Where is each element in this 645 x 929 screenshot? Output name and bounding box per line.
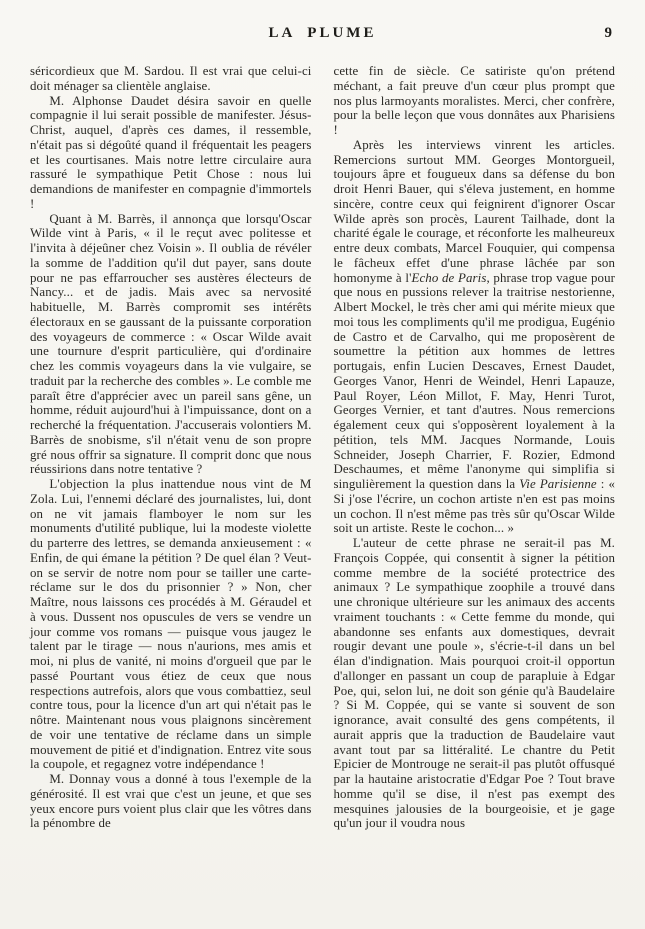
text-run: Echo de Paris	[411, 270, 487, 285]
paragraph	[334, 64, 616, 138]
paragraph	[30, 64, 312, 94]
paragraph	[334, 536, 616, 831]
text-columns	[30, 64, 615, 831]
text-run: séricordieux que M. Sardou. Il est vrai que celui-ci doit ménager sa clientèle anglaise.	[30, 64, 312, 93]
left-column	[30, 64, 312, 831]
paragraph	[30, 94, 312, 212]
page-number: 9	[604, 25, 612, 41]
right-column	[334, 64, 616, 831]
paragraph	[30, 212, 312, 478]
text-run: Quant à M. Barrès, il annonça que lorsqu'Oscar Wilde vint à Paris, « il le reçut avec politesse et l'invita à déjeûner chez Voisin ». Il oublia de révéler la somme de l'addition qu'il dut payer, sans doute pour ne pas effarroucher ses austères électeurs de Nancy... et de jadis. Mais avec sa nervosité habituelle, M. Barrès compromit ses intérêts électoraux en se gaussant de la puissante corporation des voyageurs de commerce : « Oscar Wilde avait une tournure d'esprit particulière, qui d'ordinaire chez les commis voyageurs dans la vie vulgaire, se traduit par la recherche des combles ». Le comble me paraît être d'apprécier avec un pareil sans gêne, un homme, réduit aujourd'hui à l'impuissance, dont on a recherché la fréquentation. J'accuserais volontiers M. Barrès de snobisme, s'il n'était venu de son propre gré nous offrir sa signature. Il comprit donc que nous réussirions dans notre tentative ?	[30, 211, 312, 477]
text-run: : « Si j'ose l'écrire, un cochon artiste n'en est pas moins un cochon. Il n'est même pas très sûr qu'Oscar Wilde soit un artiste. Reste le cochon... »	[333, 477, 616, 536]
text-run: M. Donnay vous a donné à tous l'exemple de la générosité. Il est vrai que c'est un jeune, et que ses yeux encore purs voient plus clair que les vôtres dans la pénombre de	[30, 772, 312, 831]
paragraph	[334, 138, 616, 536]
page-header	[30, 25, 615, 45]
journal-title: LA PLUME	[268, 25, 377, 41]
paragraph	[30, 772, 312, 831]
paragraph	[30, 477, 312, 772]
text-run: L'objection la plus inattendue nous vint de M Zola. Lui, l'ennemi déclaré des journalistes, lui, dont on ne vit jamais flamboyer le nom sur les monuments d'utilité publique, lui la modeste violette du parterre des lettres, se demanda anxieusement : « Enfin, de qui émane la pétition ? De quel élan ? Veut-on se servir de notre nom pour se tailler une carte-réclame sur le dos du prisonnier ? » Non, cher Maître, nous laissons ces procédés à M. Géraudel et à vous. Dussent nos opuscules de vers se vendre un jour comme vos romans — puisque vous jaugez le talent par le tirage — nous n'aurions, mes amis et moi, ni plus de vanité, ni moins d'orgueil que par le passé Pourtant vous étiez de ceux que nous respections autrefois, alors que vous combattiez, seul contre tous, pour la licence d'un art qui n'était pas le nôtre. Maintenant nous vous plaignons sincèrement de voir une tentative de réclame dans un simple mouvement de pitié et d'indignation. Entrez vite sous la coupole, et regagnez votre indépendance !	[30, 477, 312, 772]
text-run: L'auteur de cette phrase ne serait-il pas M. François Coppée, qui consentit à signer la pétition comme membre de la société protectrice des animaux ? Le sympathique zoophile a trouvé dans une chronique ultérieure sur les animaux des accents vraiment touchants : « Cette femme du monde, qui abandonne ses enfants aux domestiques, devrait rougir devant une poule », s'écrie-t-il dans un bel élan d'indignation. Mais pourquoi croit-il opportun d'allonger en passant un coup de parapluie à Edgar Poe, qui, selon lui, ne doit son génie qu'à Baudelaire ? Si M. Coppée, qui se vante si souvent de son ignorance, avait consulté des gens compétents, il aurait appris que la traduction de Baudelaire vaut avant tout par sa littéralité. Le chantre du Petit Epicier de Montrouge ne serait-il pas plutôt offusqué par la hautaine aristocratie d'Edgar Poe ? Tout brave homme qu'il se dise, il n'est pas exempt des mesquines jalousies de la bourgeoisie, et je gage qu'un jour il voudra nous	[333, 536, 615, 831]
text-run: Après les interviews vinrent les articles. Remercions surtout MM. Georges Montorgueil, toujours âpre et fougueux dans sa défense du bon droit Henri Bauer, qui s'éleva justement, en homme sincère, contre ceux qui feignirent d'ignorer Oscar Wilde après son procès, Laurent Tailhade, dont la charité égale le courage, et réconforte les malheureux entre deux combats, Marcel Fouquier, qui compensa le fâcheux effet d'une phrase lâchée par son homonyme à l'	[333, 137, 615, 285]
text-run: , phrase trop vague pour que nous en pussions relever la traitrise nestorienne, Albert Mockel, le très cher ami qui mérite mieux que moi tous les compliments qu'il me prodigua, Eugénio de Castro et de Carvalho, qui me proposèrent de soumettre la pétition aux hommes de lettres portugais, enfin Lucien Descaves, Ernest Daudet, Georges Vanor, Henri de Weindel, Henri Lapauze, Paul Royer, Léon Millot, F. May, Henri Turot, Georges Vernier, et tant d'autres. Nous remercions également ceux qui s'opposèrent loyalement à la pétition, tels MM. Jacques Normande, Louis Schneider, Joseph Charrier, F. Rozier, Edmond Deschaumes, et même l'anonyme qui simplifia si singulièrement la question dans la	[333, 270, 616, 491]
text-run: cette fin de siècle. Ce satiriste qu'on prétend méchant, a fait preuve d'un cœur plus prompt que nos plus larmoyants moralistes. Merci, cher confrère, pour la belle leçon que vous donnâtes aux Pharisiens !	[333, 64, 615, 137]
text-run: M. Alphonse Daudet désira savoir en quelle compagnie il lui serait possible de manifester. Jésus-Christ, auquel, d'après ces dames, il ressemble, n'était pas si dégoûté quand il fréquentait les peagers et les courtisanes. Mais notre lettre circulaire aura rassuré le sympathique Petit Chose : nous lui demandions de manifester en compagnie d'immortels !	[30, 93, 312, 211]
text-run: Vie Parisienne	[519, 477, 597, 491]
